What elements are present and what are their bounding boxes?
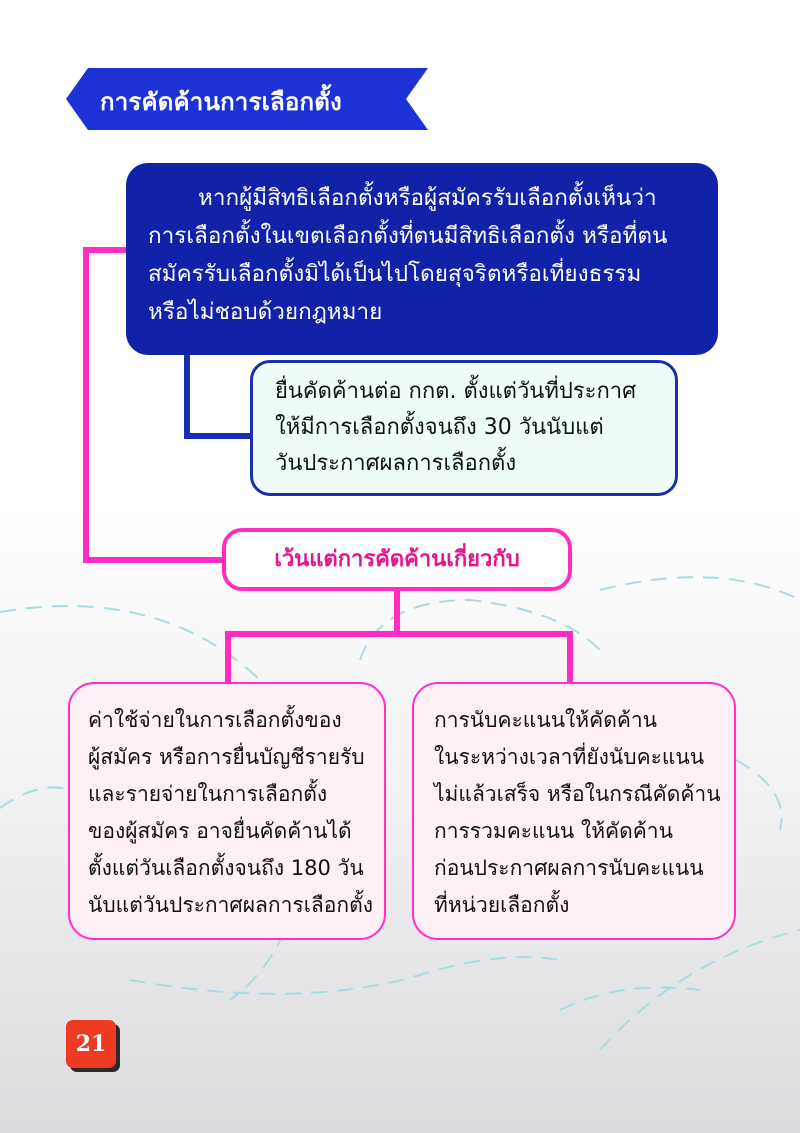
count-line: ที่หน่วยเลือกตั้ง (434, 893, 570, 917)
vote-count-objection-box (412, 682, 736, 940)
condition-line: สมัครรับเลือกตั้งมิได้เป็นไปโดยสุจริตหรือเที่ยงธรรม (148, 261, 642, 287)
condition-line: การเลือกตั้งในเขตเลือกตั้งที่ตนมีสิทธิเลือกตั้ง หรือที่ตน (148, 223, 668, 249)
count-line: ในระหว่างเวลาที่ยังนับคะแนน (434, 745, 705, 769)
page-title: การคัดค้านการเลือกตั้ง (100, 88, 342, 116)
condition-box (126, 163, 718, 355)
condition-line: หรือไม่ชอบด้วยกฎหมาย (148, 299, 383, 325)
count-line: ก่อนประกาศผลการนับคะแนน (434, 856, 704, 880)
expense-line: นับแต่วันประกาศผลการเลือกตั้ง (88, 893, 373, 917)
expense-line: ค่าใช้จ่ายในการเลือกตั้งของ (88, 708, 342, 732)
deadline-line: ให้มีการเลือกตั้งจนถึง 30 วันนับแต่ (275, 415, 604, 440)
expense-line: ตั้งแต่วันเลือกตั้งจนถึง 180 วัน (88, 856, 364, 880)
count-line: การนับคะแนนให้คัดค้าน (434, 708, 658, 732)
expense-line: ของผู้สมัคร อาจยื่นคัดค้านได้ (88, 819, 352, 843)
expense-objection-box (68, 682, 386, 940)
condition-line: หากผู้มีสิทธิเลือกตั้งหรือผู้สมัครรับเลือกตั้งเห็นว่า (198, 185, 657, 211)
count-line: ไม่แล้วเสร็จ หรือในกรณีคัดค้าน (434, 782, 721, 806)
page-number-badge: 21 (66, 1020, 116, 1068)
expense-line: ผู้สมัคร หรือการยื่นบัญชีรายรับ (88, 745, 365, 769)
exception-label-box: เว้นแต่การคัดค้านเกี่ยวกับ (222, 528, 572, 591)
count-line: การรวมคะแนน ให้คัดค้าน (434, 819, 673, 843)
expense-line: และรายจ่ายในการเลือกตั้ง (88, 782, 328, 806)
navy-connector (187, 350, 253, 436)
filing-deadline-box (250, 360, 678, 496)
deadline-line: ยื่นคัดค้านต่อ กกต. ตั้งแต่วันที่ประกาศ (275, 379, 637, 404)
deadline-line: วันประกาศผลการเลือกตั้ง (275, 451, 517, 476)
